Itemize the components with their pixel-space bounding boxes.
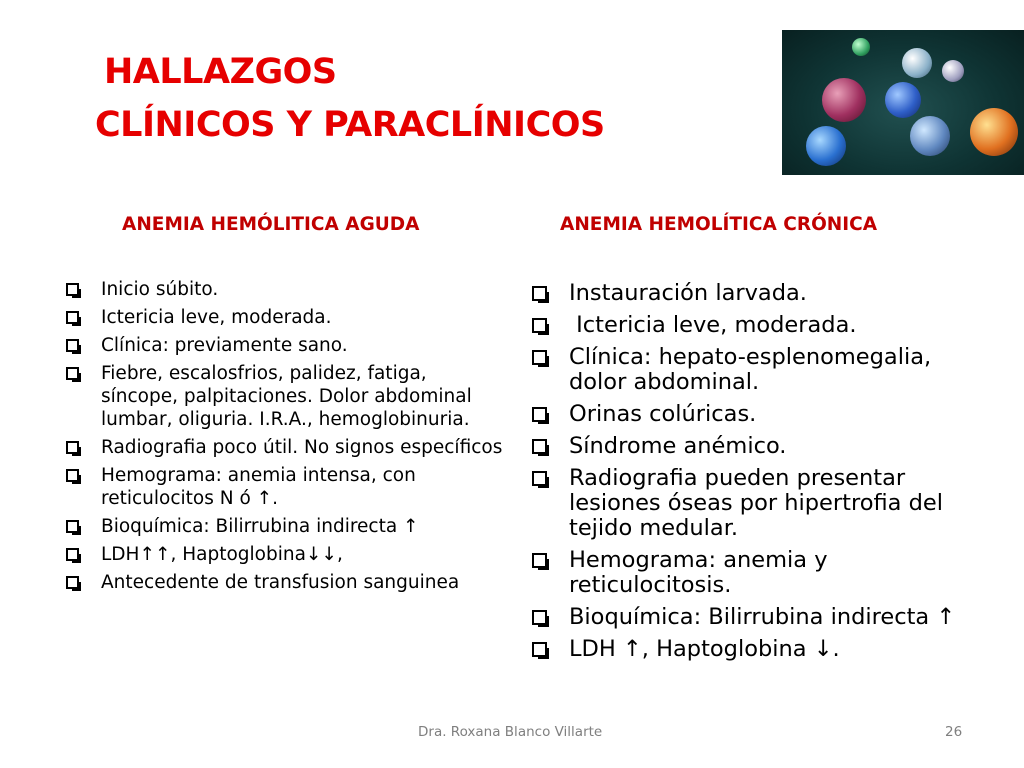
list-item bbox=[530, 402, 960, 427]
checkbox-bullet-icon bbox=[532, 286, 547, 301]
checkbox-bullet-icon bbox=[66, 548, 79, 561]
list-item bbox=[64, 543, 504, 566]
list-item bbox=[530, 434, 960, 459]
checkbox-bullet-icon bbox=[532, 610, 547, 625]
list-item-text: Síndrome anémico. bbox=[569, 433, 787, 459]
checkbox-bullet-icon bbox=[532, 439, 547, 454]
list-item bbox=[530, 313, 960, 338]
list-item bbox=[64, 515, 504, 538]
list-item bbox=[64, 436, 504, 459]
list-item bbox=[530, 345, 960, 395]
list-item-text: Antecedente de transfusion sanguinea bbox=[101, 572, 460, 593]
list-item bbox=[64, 306, 504, 329]
list-item bbox=[64, 362, 504, 431]
cell-shape bbox=[806, 126, 846, 166]
list-item-text: Radiografia poco útil. No signos específicos bbox=[101, 437, 503, 458]
checkbox-bullet-icon bbox=[66, 441, 79, 454]
checkbox-bullet-icon bbox=[66, 311, 79, 324]
list-item-text: Inicio súbito. bbox=[101, 279, 219, 300]
checkbox-bullet-icon bbox=[66, 520, 79, 533]
list-item-text: Instauración larvada. bbox=[569, 280, 807, 306]
page-number: 26 bbox=[945, 724, 963, 740]
list-item-text: Fiebre, escalosfrios, palidez, fatiga, síncope, palpitaciones. Dolor abdominal lumbar, oliguria. I.R.A., hemoglobinuria. bbox=[101, 363, 472, 430]
cell-shape bbox=[910, 116, 950, 156]
list-item-text: Radiografia pueden presentar lesiones óseas por hipertrofia del tejido medular. bbox=[569, 465, 943, 541]
slide-title-line-2: CLÍNICOS Y PARACLÍNICOS bbox=[95, 105, 605, 145]
list-item bbox=[64, 571, 504, 594]
footer-author: Dra. Roxana Blanco Villarte bbox=[418, 724, 603, 740]
list-item-text: Ictericia leve, moderada. bbox=[569, 312, 857, 338]
checkbox-bullet-icon bbox=[532, 407, 547, 422]
checkbox-bullet-icon bbox=[66, 576, 79, 589]
cell-shape bbox=[852, 38, 870, 56]
list-item-text: LDH ↑, Haptoglobina ↓. bbox=[569, 636, 840, 662]
cell-shape bbox=[942, 60, 964, 82]
checkbox-bullet-icon bbox=[532, 350, 547, 365]
cell-shape bbox=[822, 78, 866, 122]
checkbox-bullet-icon bbox=[532, 553, 547, 568]
list-item-text: Ictericia leve, moderada. bbox=[101, 307, 332, 328]
list-item-text: Bioquímica: Bilirrubina indirecta ↑ bbox=[569, 604, 956, 630]
checkbox-bullet-icon bbox=[66, 367, 79, 380]
checkbox-bullet-icon bbox=[66, 283, 79, 296]
blood-cells-image bbox=[782, 30, 1024, 175]
checkbox-bullet-icon bbox=[66, 339, 79, 352]
checkbox-bullet-icon bbox=[532, 318, 547, 333]
chronic-findings-list bbox=[530, 281, 960, 669]
cell-shape bbox=[885, 82, 921, 118]
list-item-text: LDH↑↑, Haptoglobina↓↓, bbox=[101, 544, 343, 565]
list-item-text: Orinas colúricas. bbox=[569, 401, 757, 427]
list-item bbox=[530, 548, 960, 598]
list-item-text: Hemograma: anemia y reticulocitosis. bbox=[569, 547, 828, 598]
list-item bbox=[64, 464, 504, 510]
list-item bbox=[530, 605, 960, 630]
list-item bbox=[64, 278, 504, 301]
checkbox-bullet-icon bbox=[532, 471, 547, 486]
checkbox-bullet-icon bbox=[66, 469, 79, 482]
list-item bbox=[530, 637, 960, 662]
cell-shape bbox=[970, 108, 1018, 156]
list-item-text: Hemograma: anemia intensa, con reticulocitos N ó ↑. bbox=[101, 465, 416, 509]
list-item bbox=[64, 334, 504, 357]
slide-title-line-1: HALLAZGOS bbox=[104, 52, 337, 92]
acute-findings-list bbox=[64, 278, 504, 599]
list-item bbox=[530, 281, 960, 306]
list-item-text: Clínica: previamente sano. bbox=[101, 335, 348, 356]
acute-anemia-heading: ANEMIA HEMÓLITICA AGUDA bbox=[122, 214, 420, 235]
list-item-text: Bioquímica: Bilirrubina indirecta ↑ bbox=[101, 516, 419, 537]
checkbox-bullet-icon bbox=[532, 642, 547, 657]
chronic-anemia-heading: ANEMIA HEMOLÍTICA CRÓNICA bbox=[560, 214, 878, 235]
list-item-text: Clínica: hepato-esplenomegalia, dolor abdominal. bbox=[569, 344, 932, 395]
list-item bbox=[530, 466, 960, 541]
cell-shape bbox=[902, 48, 932, 78]
